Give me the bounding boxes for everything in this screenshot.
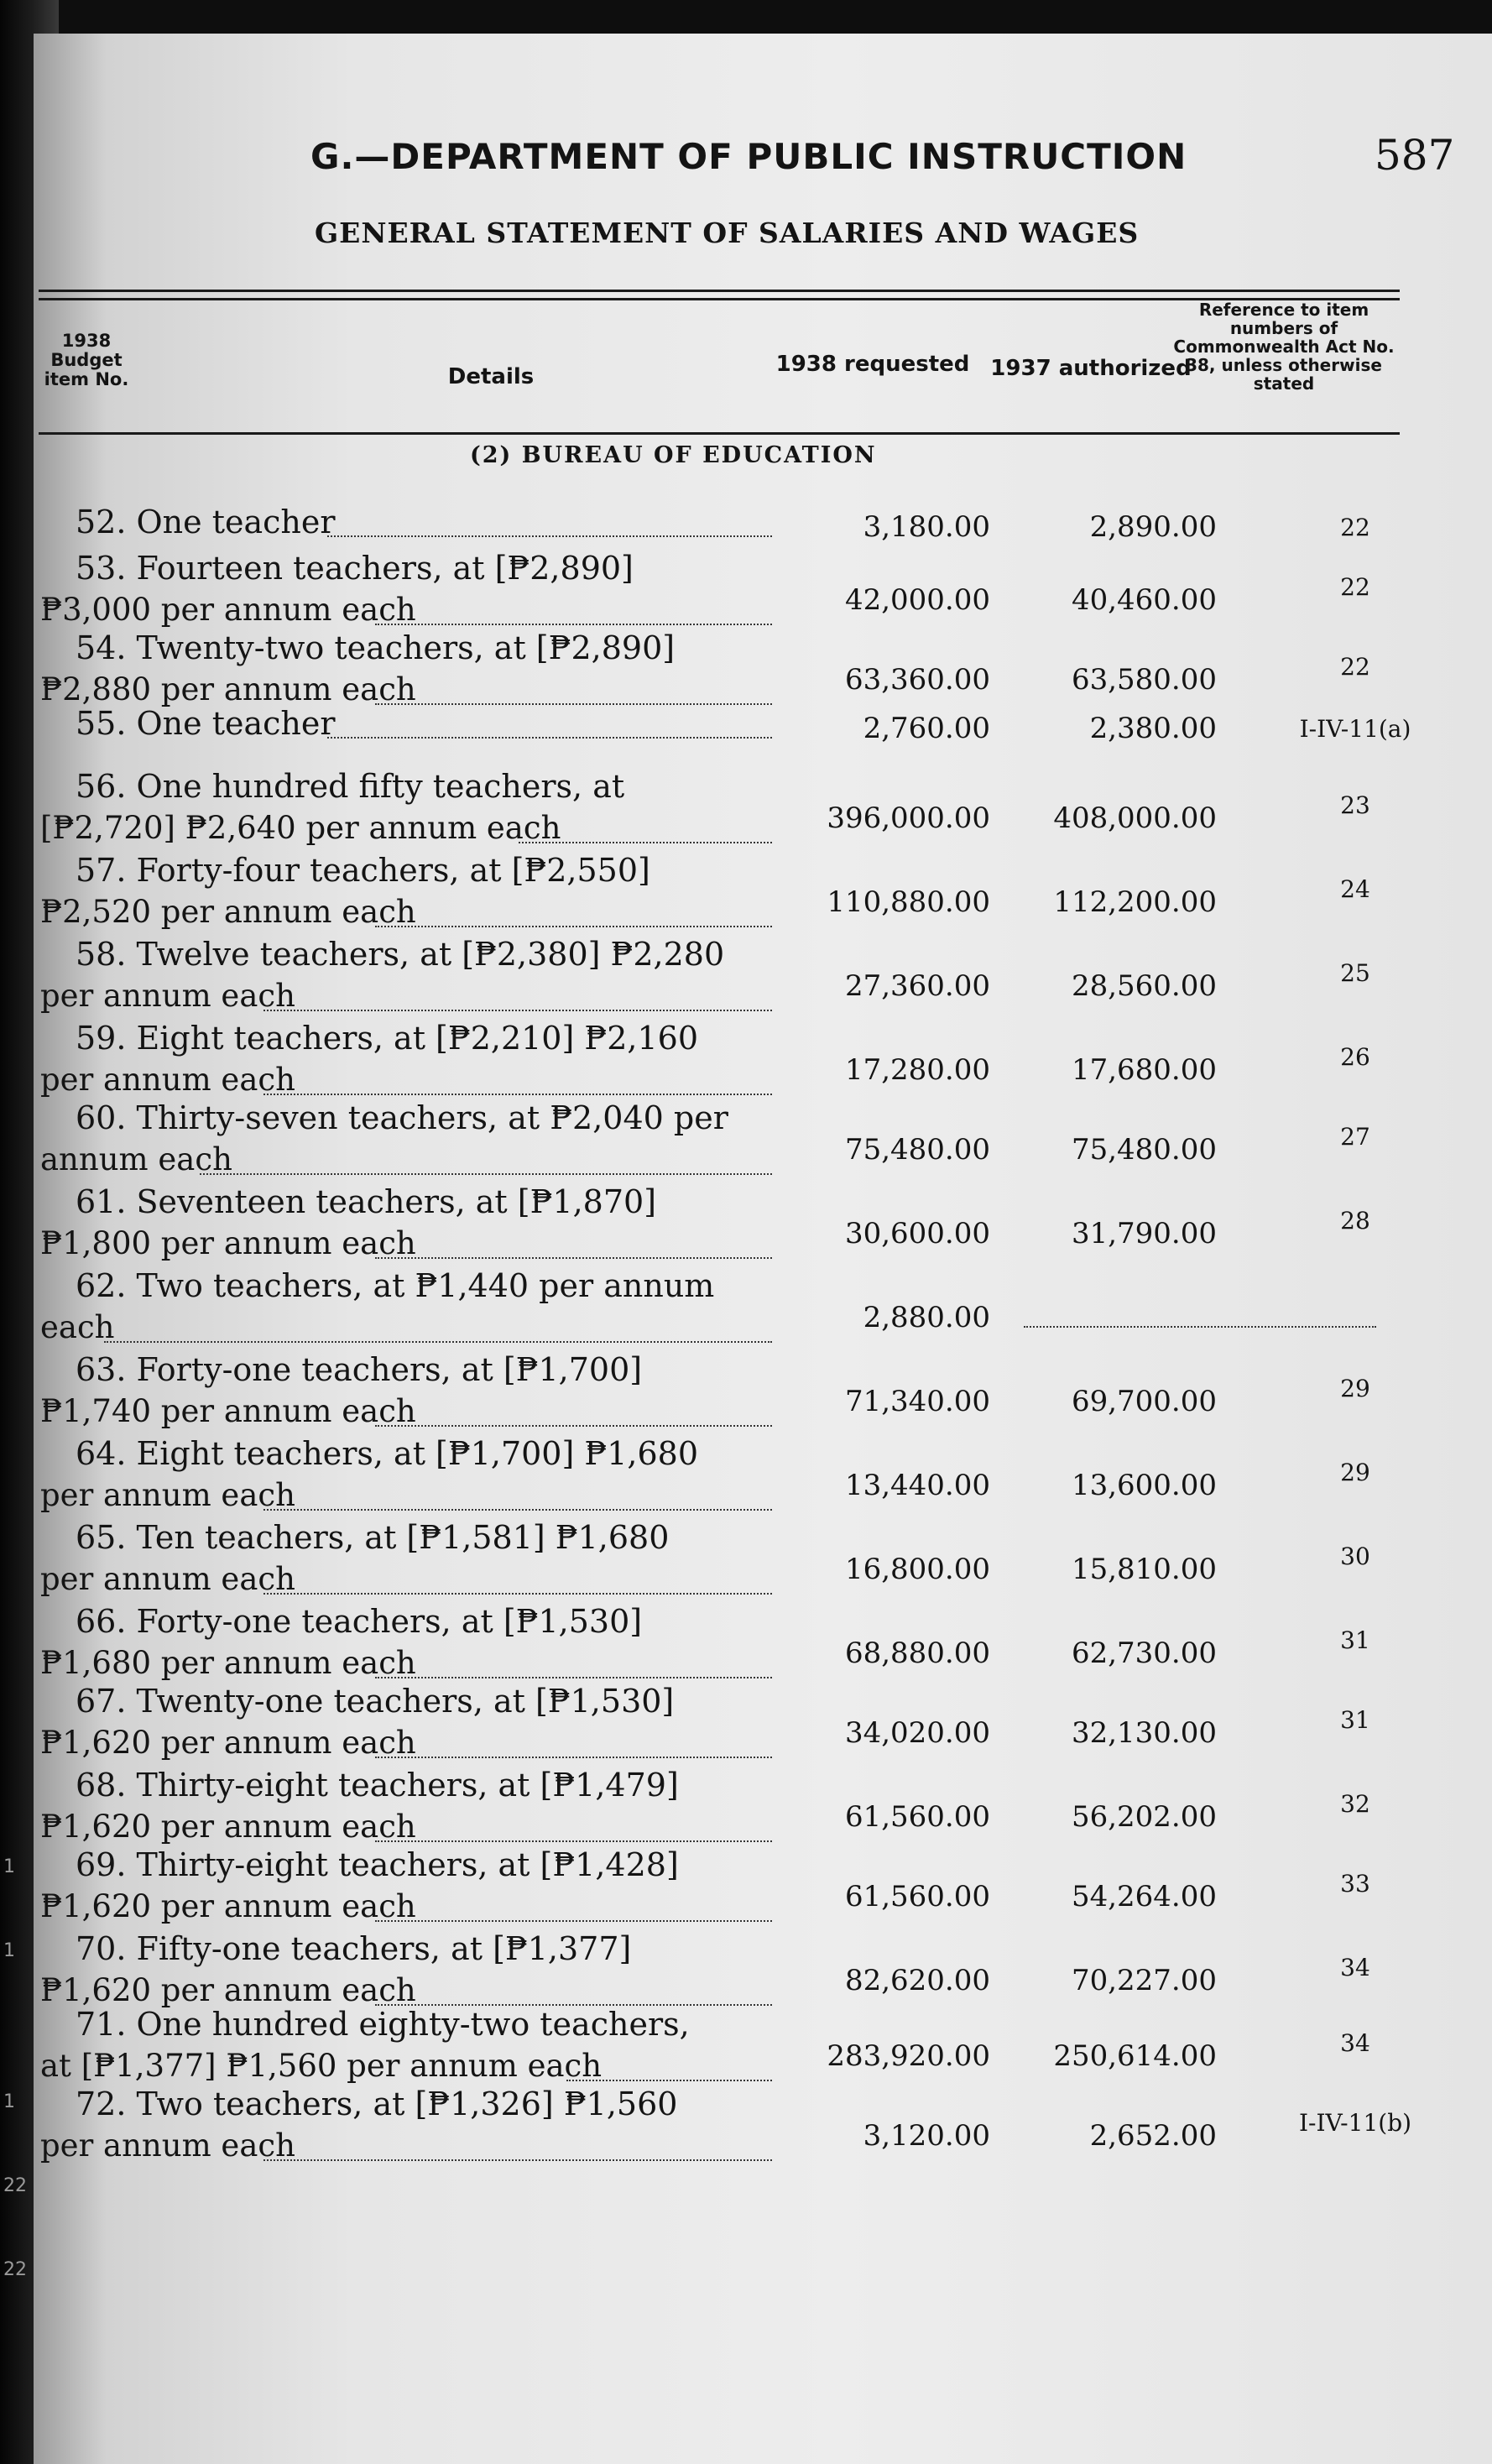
authorized-amount: 75,480.00 — [1071, 1133, 1217, 1167]
authorized-amount: 2,380.00 — [1089, 712, 1217, 745]
table-row — [34, 1603, 1492, 1687]
table-row — [34, 852, 1492, 936]
requested-amount: 396,000.00 — [827, 801, 990, 835]
item-details-line2: ₱1,800 per annum each — [40, 1225, 416, 1261]
reference-number: I-IV-11(a) — [1299, 715, 1411, 743]
document-page — [34, 34, 1492, 2464]
reference-number: 29 — [1340, 1459, 1370, 1486]
item-details-line1: 61. Seventeen teachers, at [₱1,870] — [76, 1183, 657, 1220]
table-row — [34, 629, 1492, 713]
table-row — [34, 1351, 1492, 1435]
table-row — [34, 1183, 1492, 1267]
item-details-line1: 64. Eight teachers, at [₱1,700] ₱1,680 — [76, 1435, 699, 1472]
requested-amount: 283,920.00 — [827, 2039, 990, 2073]
table-row — [34, 550, 1492, 634]
column-header-authorized: 1937 authorized — [990, 356, 1192, 381]
reference-number: 22 — [1340, 573, 1370, 601]
authorized-amount: 32,130.00 — [1071, 1716, 1217, 1750]
margin-mark: 22 — [3, 2175, 27, 2196]
reference-number: 31 — [1340, 1706, 1370, 1734]
column-header-requested: 1938 requested — [775, 352, 970, 377]
requested-amount: 61,560.00 — [844, 1880, 990, 1913]
reference-number: 32 — [1340, 1790, 1370, 1818]
table-row — [34, 768, 1492, 852]
section-title: (2) BUREAU OF EDUCATION — [470, 442, 877, 468]
reference-number: 24 — [1340, 875, 1370, 903]
leader-dots — [375, 624, 772, 625]
item-details-line1: 52. One teacher — [76, 504, 336, 540]
table-row — [34, 1846, 1492, 1930]
table-row — [34, 936, 1492, 1020]
table-row — [34, 1930, 1492, 2014]
table-row — [34, 1099, 1492, 1183]
authorized-amount: 17,680.00 — [1071, 1053, 1217, 1087]
requested-amount: 27,360.00 — [844, 969, 990, 1003]
requested-amount: 2,760.00 — [863, 712, 990, 745]
header-rule-top — [39, 290, 1400, 292]
reference-number: 28 — [1340, 1207, 1370, 1235]
requested-amount: 42,000.00 — [844, 583, 990, 617]
requested-amount: 3,180.00 — [863, 510, 990, 544]
requested-amount: 61,560.00 — [844, 1800, 990, 1834]
item-details-line2: per annum each — [40, 1477, 295, 1513]
reference-number: 25 — [1340, 959, 1370, 987]
table-row — [34, 1267, 1492, 1351]
item-details-line2: ₱1,620 per annum each — [40, 1809, 416, 1845]
leader-dots — [375, 1425, 772, 1427]
requested-amount: 63,360.00 — [844, 663, 990, 697]
item-details-line1: 72. Two teachers, at [₱1,326] ₱1,560 — [76, 2086, 678, 2122]
leader-dots — [519, 842, 772, 843]
requested-amount: 34,020.00 — [844, 1716, 990, 1750]
item-details-line2: each — [40, 1309, 115, 1345]
margin-mark: 1 — [3, 2091, 15, 2112]
authorized-amount: 112,200.00 — [1053, 885, 1217, 919]
item-details-line2: per annum each — [40, 1561, 295, 1597]
item-details-line2: at [₱1,377] ₱1,560 per annum each — [40, 2048, 603, 2084]
requested-amount: 75,480.00 — [844, 1133, 990, 1167]
item-details-line1: 54. Twenty-two teachers, at [₱2,890] — [76, 629, 676, 666]
requested-amount: 71,340.00 — [844, 1385, 990, 1418]
item-details-line1: 59. Eight teachers, at [₱2,210] ₱2,160 — [76, 1020, 699, 1057]
item-details-line2: ₱2,880 per annum each — [40, 671, 416, 707]
leader-dots — [375, 1757, 772, 1758]
authorized-amount: 250,614.00 — [1053, 2039, 1217, 2073]
leader-dots — [263, 1509, 772, 1511]
item-details-line1: 67. Twenty-one teachers, at [₱1,530] — [76, 1683, 675, 1720]
authorized-amount: 56,202.00 — [1071, 1800, 1217, 1834]
item-details-line2: ₱3,000 per annum each — [40, 592, 416, 628]
item-details-line1: 55. One teacher — [76, 705, 336, 742]
authorized-amount: 28,560.00 — [1071, 969, 1217, 1003]
item-details-line2: ₱1,620 per annum each — [40, 1725, 416, 1761]
authorized-amount: 2,890.00 — [1089, 510, 1217, 544]
item-details-line2: ₱1,740 per annum each — [40, 1393, 416, 1429]
requested-amount: 2,880.00 — [863, 1301, 990, 1334]
reference-number: I-IV-11(b) — [1298, 2109, 1412, 2137]
item-details-line2: [₱2,720] ₱2,640 per annum each — [40, 810, 561, 846]
reference-number: 31 — [1340, 1626, 1370, 1654]
item-details-line2: annum each — [40, 1141, 232, 1177]
item-details-line2: ₱1,680 per annum each — [40, 1645, 416, 1681]
requested-amount: 16,800.00 — [844, 1553, 990, 1586]
page-number: 587 — [1375, 131, 1455, 180]
item-details-line1: 65. Ten teachers, at [₱1,581] ₱1,680 — [76, 1519, 670, 1556]
item-details-line1: 69. Thirty-eight teachers, at [₱1,428] — [76, 1846, 679, 1883]
leader-dots — [104, 1341, 772, 1343]
leader-dots — [375, 1257, 772, 1259]
authorized-amount: 62,730.00 — [1071, 1637, 1217, 1670]
leader-dots — [327, 535, 772, 537]
reference-number: 27 — [1340, 1123, 1370, 1151]
item-details-line1: 53. Fourteen teachers, at [₱2,890] — [76, 550, 634, 587]
table-row — [34, 1435, 1492, 1519]
table-row — [34, 2086, 1492, 2169]
reference-number: 34 — [1340, 1954, 1370, 1981]
leader-dots — [375, 1677, 772, 1678]
item-details-line1: 62. Two teachers, at ₱1,440 per annum — [76, 1267, 715, 1304]
running-title: G.—DEPARTMENT OF PUBLIC INSTRUCTION — [310, 136, 1187, 177]
leader-dots — [327, 737, 772, 739]
authorized-amount: 63,580.00 — [1071, 663, 1217, 697]
authorized-amount: 15,810.00 — [1071, 1553, 1217, 1586]
table-row — [34, 1519, 1492, 1603]
leader-dots — [375, 1920, 772, 1922]
table-row — [34, 1020, 1492, 1104]
reference-number: 34 — [1340, 2029, 1370, 2057]
margin-mark: 1 — [3, 1940, 15, 1961]
item-details-line2: per annum each — [40, 2127, 295, 2164]
requested-amount: 110,880.00 — [827, 885, 990, 919]
reference-number: 29 — [1340, 1375, 1370, 1402]
leader-dots — [200, 1173, 772, 1175]
reference-number: 26 — [1340, 1043, 1370, 1071]
authorized-amount: 31,790.00 — [1071, 1217, 1217, 1250]
authorized-amount: 408,000.00 — [1053, 801, 1217, 835]
authorized-amount: 54,264.00 — [1071, 1880, 1217, 1913]
item-details-line2: ₱1,620 per annum each — [40, 1888, 416, 1924]
column-header-details: Details — [447, 364, 535, 389]
reference-number: 22 — [1340, 653, 1370, 681]
item-details-line2: per annum each — [40, 978, 295, 1014]
item-details-line2: ₱2,520 per annum each — [40, 894, 416, 930]
item-details-line1: 66. Forty-one teachers, at [₱1,530] — [76, 1603, 643, 1640]
page-subtitle: GENERAL STATEMENT OF SALARIES AND WAGES — [315, 217, 1140, 249]
table-row — [34, 1683, 1492, 1767]
margin-mark: 1 — [3, 1856, 15, 1877]
reference-number: 30 — [1340, 1543, 1370, 1570]
authorized-blank — [1024, 1326, 1376, 1328]
item-details-line1: 57. Forty-four teachers, at [₱2,550] — [76, 852, 650, 889]
authorized-amount: 70,227.00 — [1071, 1964, 1217, 1997]
reference-number: 23 — [1340, 791, 1370, 819]
requested-amount: 68,880.00 — [844, 1637, 990, 1670]
item-details-line1: 60. Thirty-seven teachers, at ₱2,040 per — [76, 1099, 728, 1136]
item-details-line1: 63. Forty-one teachers, at [₱1,700] — [76, 1351, 643, 1388]
requested-amount: 30,600.00 — [844, 1217, 990, 1250]
requested-amount: 3,120.00 — [863, 2119, 990, 2153]
item-details-line1: 56. One hundred fifty teachers, at — [76, 768, 625, 805]
item-details-line2: ₱1,620 per annum each — [40, 1972, 416, 2008]
leader-dots — [263, 2159, 772, 2161]
column-header-budget-item: 1938 Budget item No. — [44, 331, 129, 390]
margin-mark: 22 — [3, 2259, 27, 2280]
table-row — [34, 1767, 1492, 1851]
header-rule-bottom — [39, 432, 1400, 435]
leader-dots — [263, 1094, 772, 1095]
item-details-line1: 70. Fifty-one teachers, at [₱1,377] — [76, 1930, 632, 1967]
leader-dots — [375, 1840, 772, 1842]
requested-amount: 13,440.00 — [844, 1469, 990, 1502]
item-details-line2: per annum each — [40, 1062, 295, 1098]
item-details-line1: 68. Thirty-eight teachers, at [₱1,479] — [76, 1767, 679, 1804]
authorized-amount: 2,652.00 — [1089, 2119, 1217, 2153]
reference-number: 22 — [1340, 514, 1370, 541]
leader-dots — [263, 1593, 772, 1595]
authorized-amount: 13,600.00 — [1071, 1469, 1217, 1502]
authorized-amount: 69,700.00 — [1071, 1385, 1217, 1418]
item-details-line1: 58. Twelve teachers, at [₱2,380] ₱2,280 — [76, 936, 725, 973]
column-header-reference: Reference to item numbers of Commonwealth Act No. 38, unless otherwise stated — [1173, 300, 1395, 394]
leader-dots — [566, 2080, 772, 2081]
reference-number: 33 — [1340, 1870, 1370, 1898]
leader-dots — [263, 1010, 772, 1011]
table-row — [34, 2006, 1492, 2090]
requested-amount: 17,280.00 — [844, 1053, 990, 1087]
leader-dots — [375, 926, 772, 927]
item-details-line1: 71. One hundred eighty-two teachers, — [76, 2006, 690, 2043]
authorized-amount: 40,460.00 — [1071, 583, 1217, 617]
requested-amount: 82,620.00 — [844, 1964, 990, 1997]
